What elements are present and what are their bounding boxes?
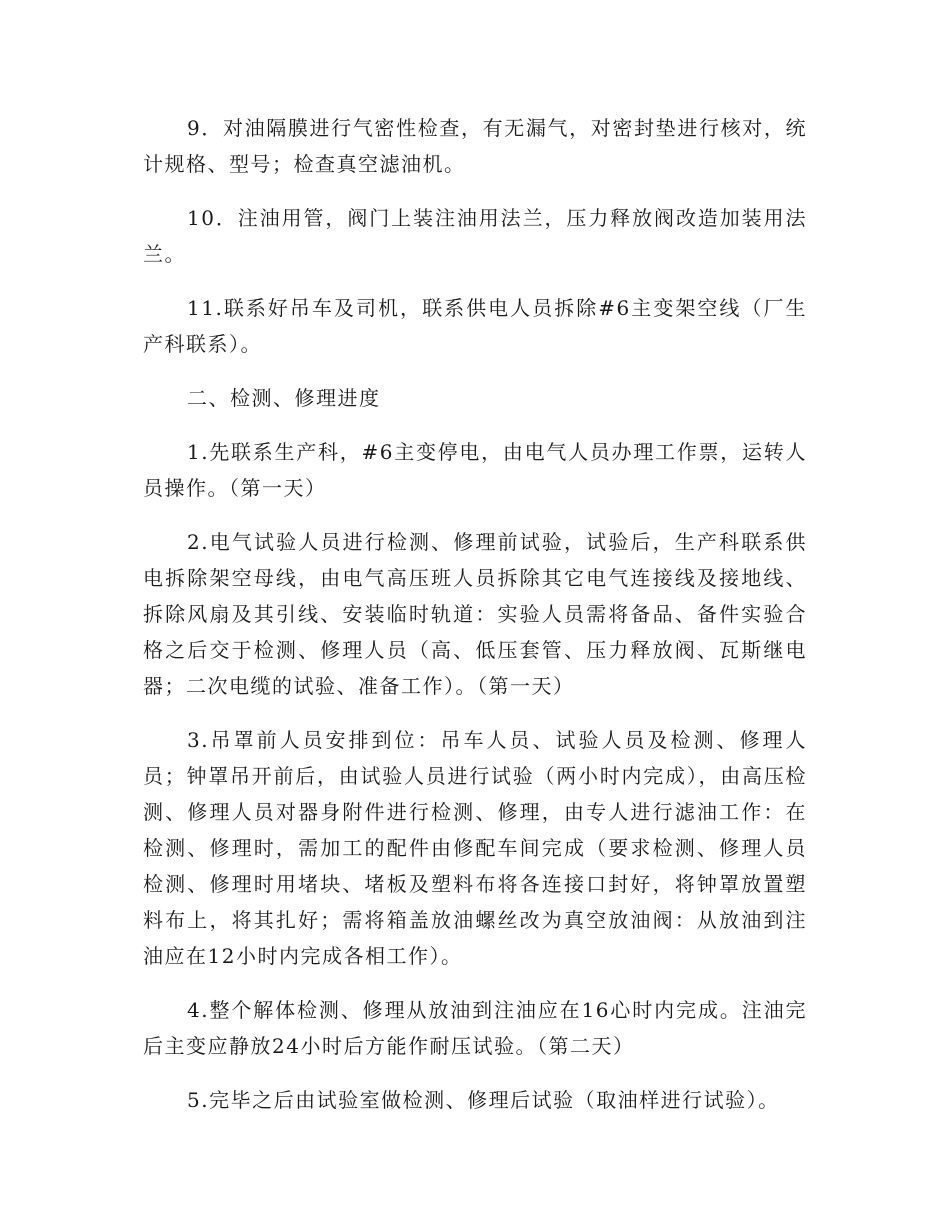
- progress-item-5: 5.完毕之后由试验室做检测、修理后试验（取油样进行试验）。: [187, 1088, 780, 1112]
- progress-item-2: 2.电气试验人员进行检测、修理前试验，试验后，生产科联系供电拆除架空母线，由电气高压班人员拆除其它电气连接线及接地线、拆除风扇及其引线、安装临时轨道：实验人员需将备品、备件实验合格之后交于检测、修理人员（高、低压套管、压力释放阀、瓦斯继电器；二次电缆的试验、准备工作）。（第一天）: [143, 530, 807, 698]
- paragraph-item-11: 11.联系好吊车及司机，联系供电人员拆除#6主变架空线（厂生产科联系）。: [143, 296, 807, 356]
- progress-item-4: 4.整个解体检测、修理从放油到注油应在16心时内完成。注油完后主变应静放24小时后方能作耐压试验。（第二天）: [143, 998, 807, 1058]
- progress-item-1: 1.先联系生产科，#6主变停电，由电气人员办理工作票，运转人员操作。（第一天）: [143, 440, 807, 500]
- paragraph-item-10: 10．注油用管，阀门上装注油用法兰，压力释放阀改造加装用法兰。: [143, 206, 807, 266]
- document-body: [143, 110, 807, 1136]
- section-heading: 二、检测、修理进度: [187, 386, 381, 410]
- progress-item-3: 3.吊罩前人员安排到位：吊车人员、试验人员及检测、修理人员；钟罩吊开前后，由试验人员进行试验（两小时内完成），由高压检测、修理人员对器身附件进行检测、修理，由专人进行滤油工作：在检测、修理时，需加工的配件由修配车间完成（要求检测、修理人员检测、修理时用堵块、堵板及塑料布将各连接口封好，将钟罩放置塑料布上，将其扎好；需将箱盖放油螺丝改为真空放油阀：从放油到注油应在12小时内完成各相工作）。: [143, 728, 807, 968]
- paragraph-item-9: 9．对油隔膜进行气密性检查，有无漏气，对密封垫进行核对，统计规格、型号；检查真空滤油机。: [143, 116, 807, 176]
